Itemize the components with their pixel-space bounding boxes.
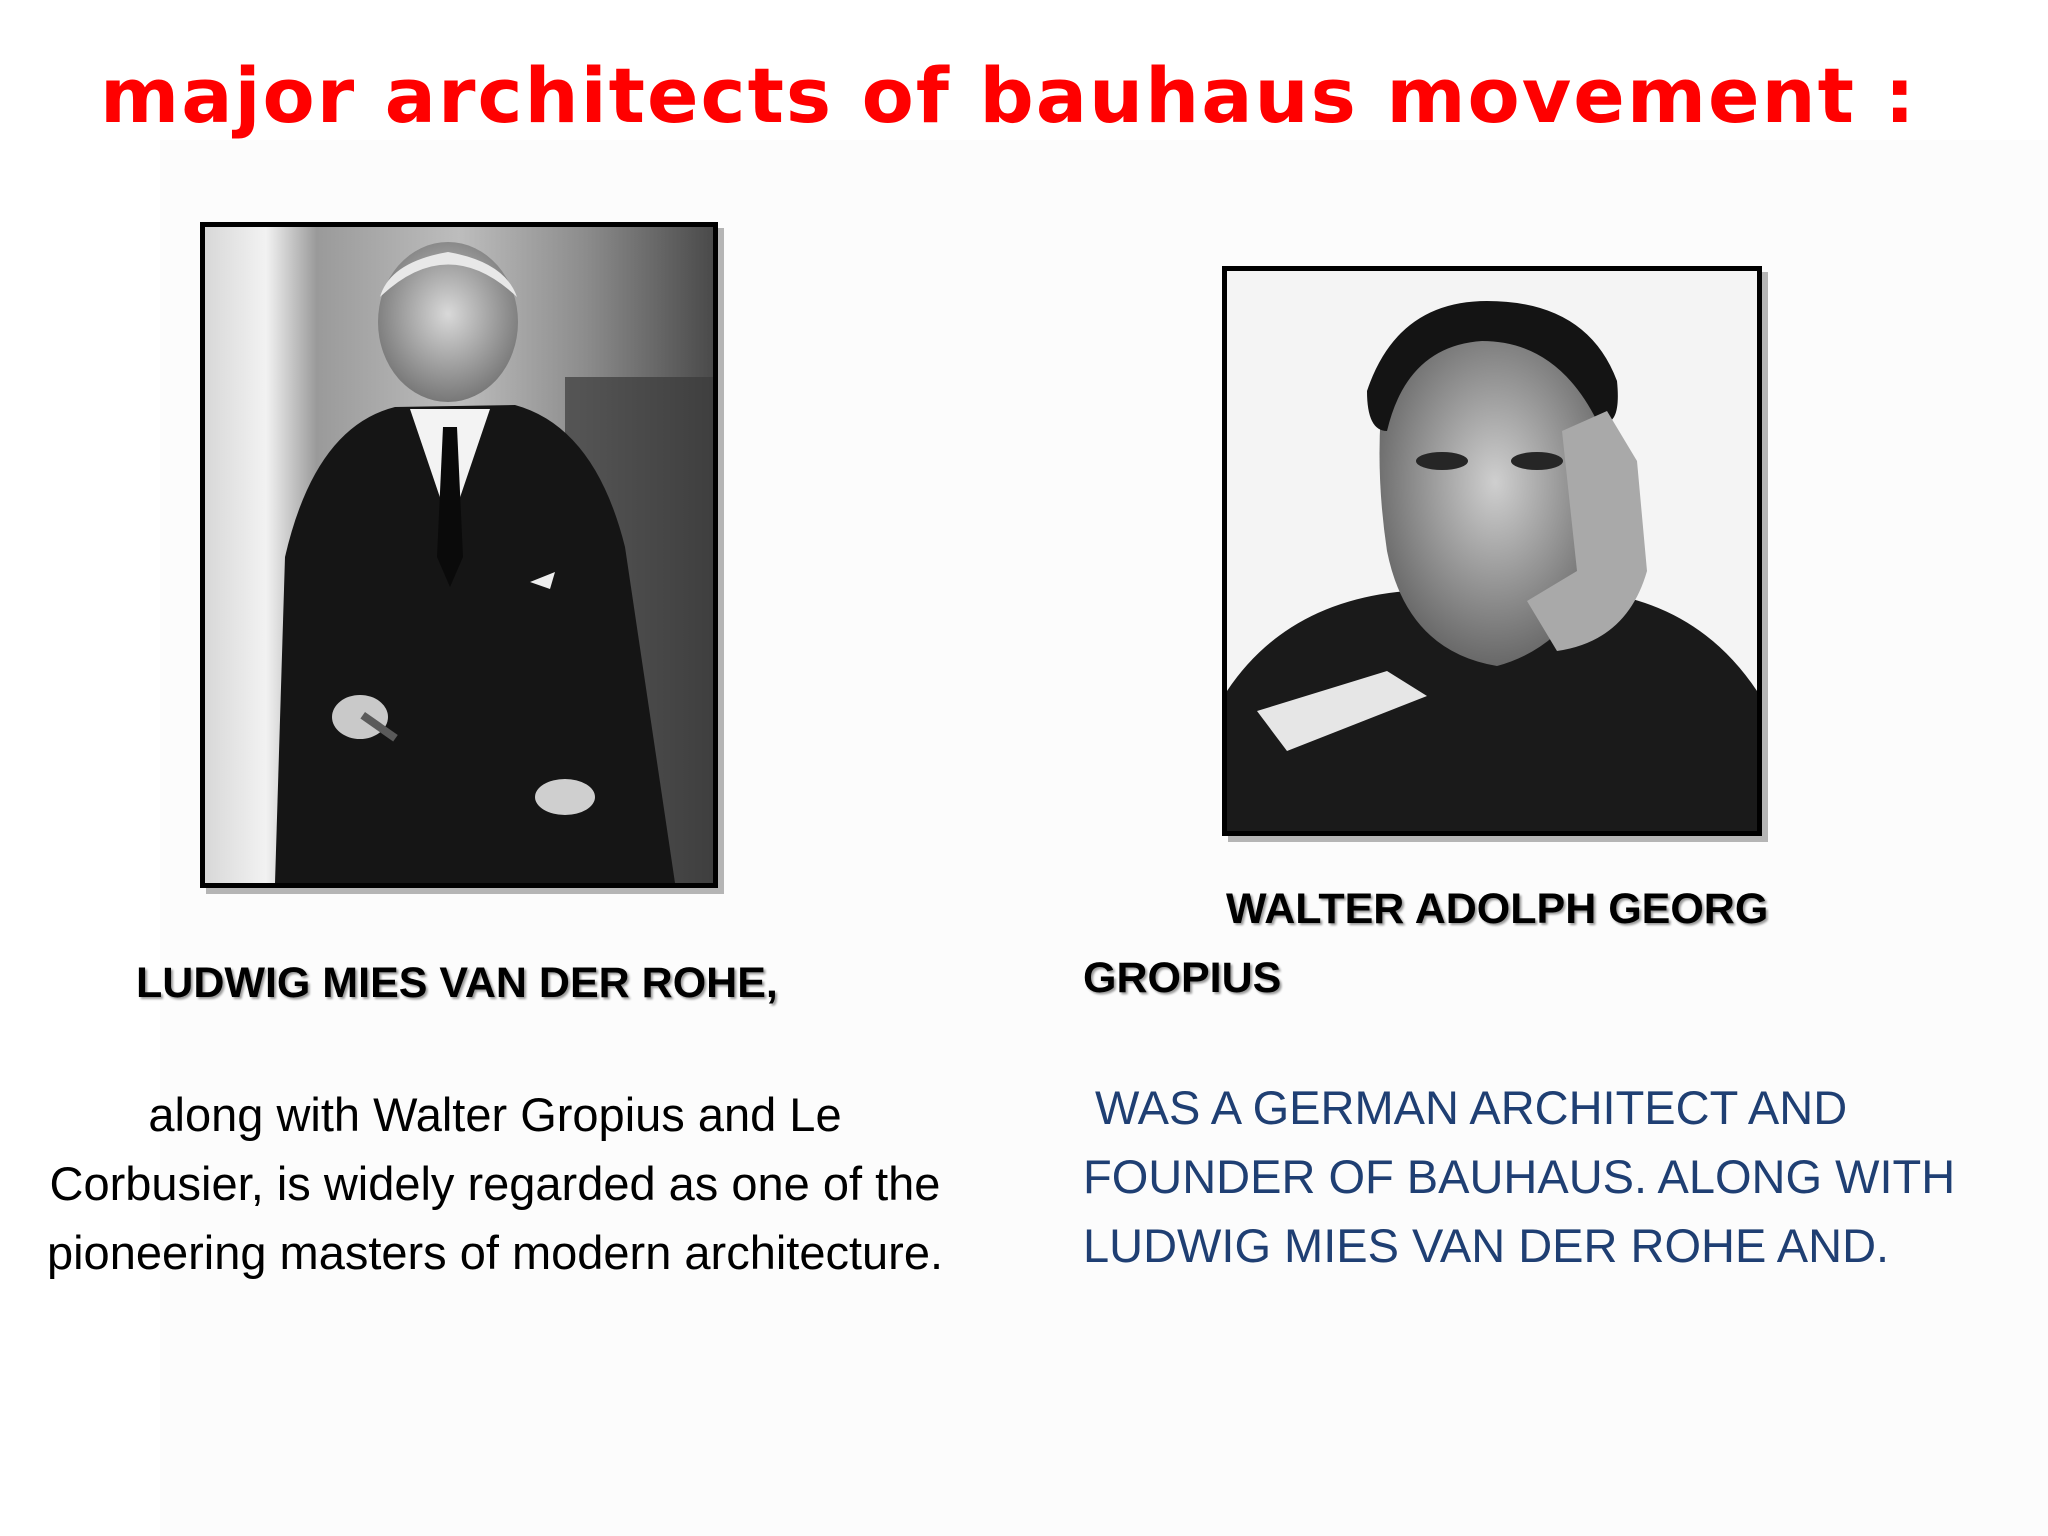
mies-description: along with Walter Gropius and Le Corbusier, is widely regarded as one of the pioneering masters of modern architecture. — [46, 1088, 944, 1279]
slide-title: major architects of bauhaus movement : — [100, 51, 1917, 140]
mies-portrait-image — [205, 227, 713, 883]
gropius-description — [1083, 1073, 2023, 1280]
gropius-name-heading — [1083, 875, 1923, 1013]
gropius-description-line: FOUNDER OF BAUHAUS. ALONG WITH — [1083, 1150, 1956, 1203]
gropius-description-line: WAS A GERMAN ARCHITECT AND — [1095, 1081, 1848, 1134]
mies-name-heading: LUDWIG MIES VAN DER ROHE, — [136, 959, 778, 1007]
mies-portrait-photo — [200, 222, 718, 888]
gropius-description-line: LUDWIG MIES VAN DER ROHE AND. — [1083, 1219, 1890, 1272]
gropius-name-line-1: WALTER ADOLPH GEORG — [1226, 885, 1769, 933]
gropius-portrait-image — [1227, 271, 1757, 831]
gropius-portrait-photo — [1222, 266, 1762, 836]
gropius-name-line-2: GROPIUS — [1083, 954, 1282, 1002]
